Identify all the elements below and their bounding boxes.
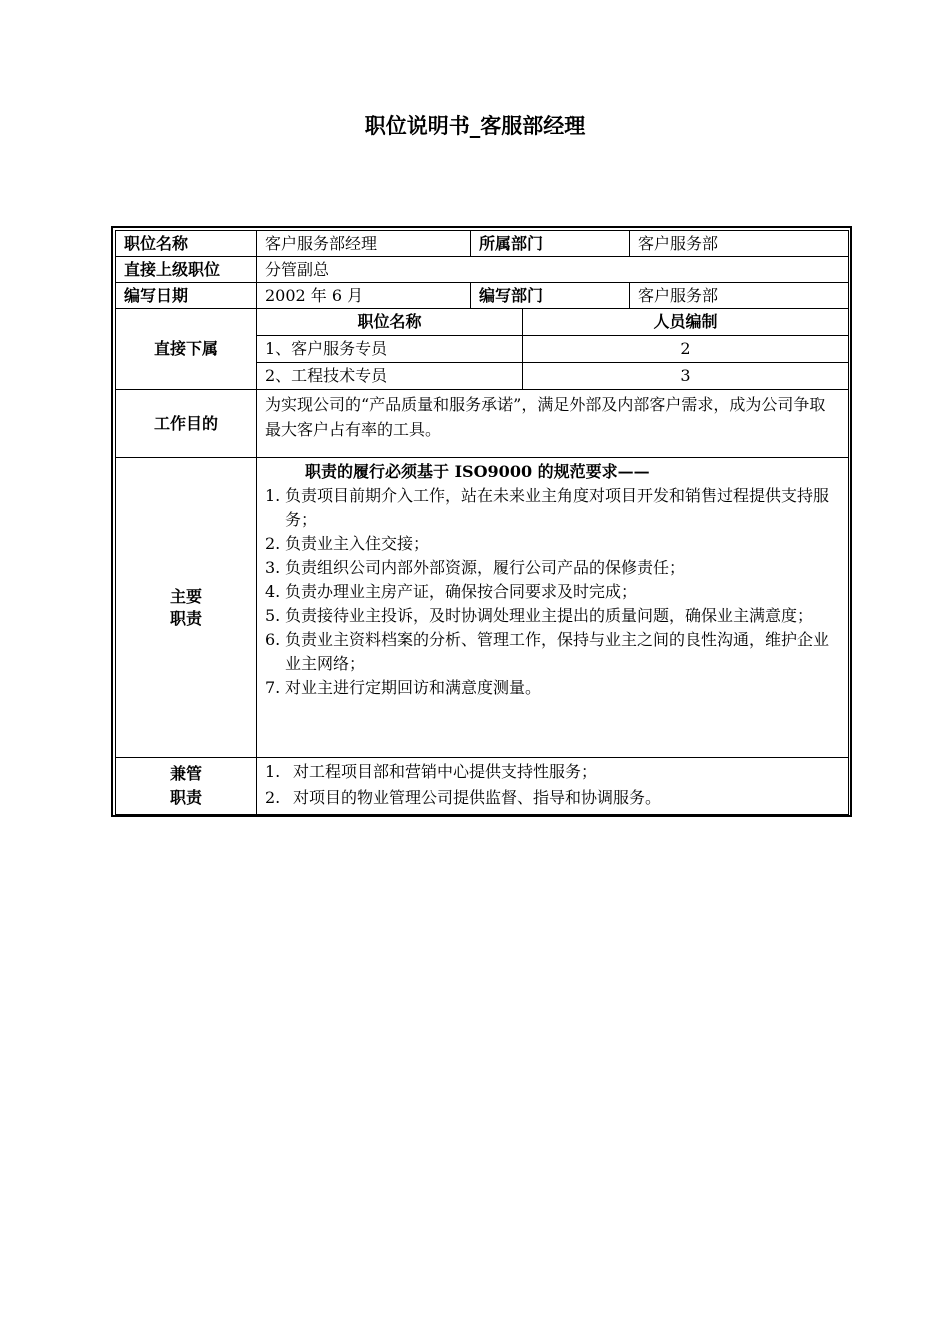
- extra-duties-label-line1: 兼管: [169, 764, 202, 783]
- superior-label: 直接上级职位: [116, 257, 257, 283]
- purpose-text: 为实现公司的“产品质量和服务承诺”，满足外部及内部客户需求，成为公司争取最大客户占有率的工具。: [257, 390, 849, 458]
- main-duties-heading: 职责的履行必须基于 ISO9000 的规范要求——: [305, 462, 650, 481]
- department-label: 所属部门: [471, 231, 630, 257]
- main-duties-content: [257, 458, 849, 758]
- date-label: 编写日期: [116, 283, 257, 309]
- subordinates-col-count: 人员编制: [523, 309, 849, 336]
- author-dept-value: 客户服务部: [630, 283, 849, 309]
- main-duties-label: [116, 458, 257, 758]
- list-item: [265, 759, 840, 785]
- item-number: 2.: [265, 534, 281, 553]
- position-name-label: 职位名称: [116, 231, 257, 257]
- item-number: 2.: [265, 788, 281, 807]
- list-item: [265, 676, 840, 700]
- list-item: [265, 532, 840, 556]
- item-number: 1.: [265, 762, 281, 781]
- subordinate-count: 3: [523, 363, 849, 390]
- row-extra-duties: [116, 758, 849, 815]
- item-number: 5.: [265, 606, 281, 625]
- extra-duties-label: [116, 758, 257, 815]
- main-duties-label-line2: 职责: [169, 608, 202, 628]
- item-text: 负责组织公司内部外部资源，履行公司产品的保修责任；: [285, 558, 686, 577]
- date-value: 2002 年 6 月: [257, 283, 471, 309]
- position-name-value: 客户服务部经理: [257, 231, 471, 257]
- subordinate-count: 2: [523, 336, 849, 363]
- item-text: 负责业主入住交接；: [285, 534, 430, 553]
- subordinate-name: 1、客户服务专员: [257, 336, 523, 363]
- item-text: 对业主进行定期回访和满意度测量。: [285, 678, 542, 697]
- item-text: 对工程项目部和营销中心提供支持性服务；: [293, 762, 598, 781]
- row-main-duties: [116, 458, 849, 758]
- job-description-table: [115, 230, 849, 815]
- main-duties-label-line1: 主要: [169, 586, 202, 606]
- subordinates-label: 直接下属: [116, 309, 257, 390]
- item-text: 负责办理业主房产证，确保按合同要求及时完成；: [285, 582, 638, 601]
- item-number: 1.: [265, 486, 281, 505]
- item-number: 3.: [265, 558, 281, 577]
- author-dept-label: 编写部门: [471, 283, 630, 309]
- department-value: 客户服务部: [630, 231, 849, 257]
- superior-value: 分管副总: [257, 257, 849, 283]
- subordinate-name: 2、工程技术专员: [257, 363, 523, 390]
- subordinates-col-name: 职位名称: [257, 309, 523, 336]
- subordinates-header-row: [116, 309, 849, 336]
- row-superior: [116, 257, 849, 283]
- extra-duties-label-line2: 职责: [169, 788, 202, 807]
- row-position-name: [116, 231, 849, 257]
- list-item: [265, 628, 840, 676]
- extra-duties-content: [257, 758, 849, 815]
- item-text: 对项目的物业管理公司提供监督、指导和协调服务。: [293, 788, 662, 807]
- purpose-label: 工作目的: [116, 390, 257, 458]
- row-date: [116, 283, 849, 309]
- list-item: [265, 604, 840, 628]
- item-number: 6.: [265, 630, 281, 649]
- item-number: 4.: [265, 582, 281, 601]
- item-text: 负责接待业主投诉，及时协调处理业主提出的质量问题，确保业主满意度；: [285, 606, 814, 625]
- list-item: [265, 484, 840, 532]
- list-item: [265, 580, 840, 604]
- item-text: 负责业主资料档案的分析、管理工作，保持与业主之间的良性沟通，维护企业业主网络；: [285, 630, 830, 673]
- item-text: 负责项目前期介入工作，站在未来业主角度对项目开发和销售过程提供支持服务；: [285, 486, 830, 529]
- row-purpose: [116, 390, 849, 458]
- document-title: 职位说明书_客服部经理: [364, 114, 586, 138]
- list-item: [265, 785, 840, 811]
- item-number: 7.: [265, 678, 281, 697]
- main-duties-list: [265, 484, 840, 700]
- list-item: [265, 556, 840, 580]
